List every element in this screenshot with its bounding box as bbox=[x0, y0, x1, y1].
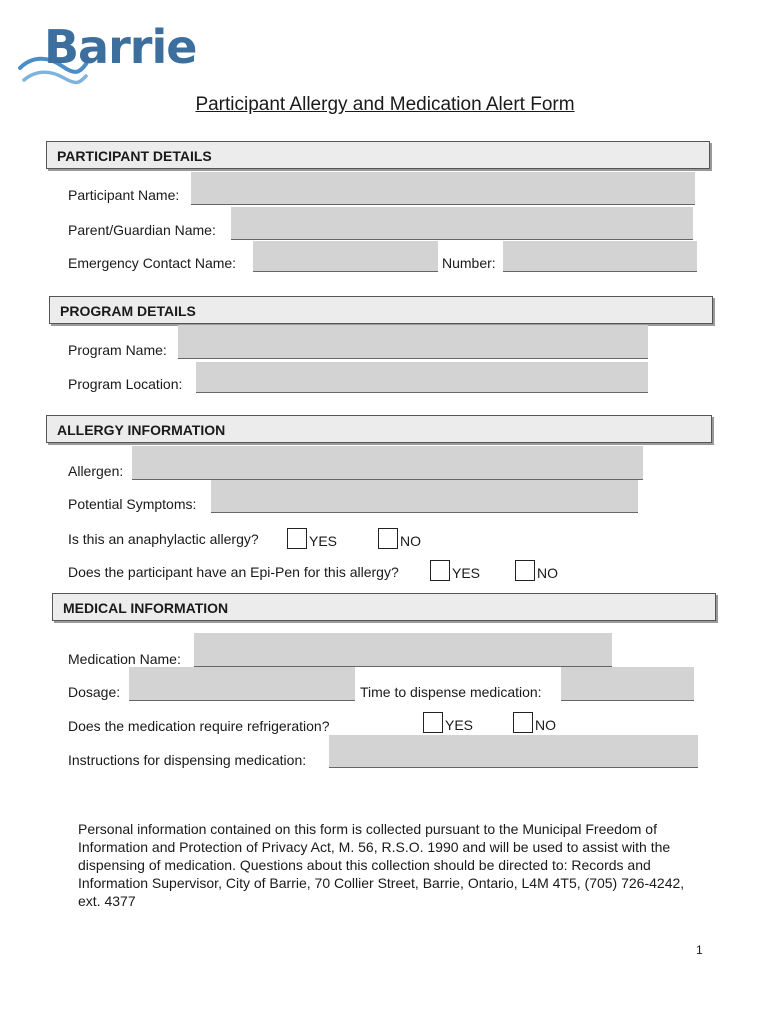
no-label: NO bbox=[400, 533, 421, 549]
refrigeration-question: Does the medication require refrigeration? bbox=[68, 718, 330, 734]
anaphylactic-yes-checkbox[interactable] bbox=[287, 528, 307, 549]
time-to-dispense-field[interactable] bbox=[561, 667, 694, 701]
form-title: Participant Allergy and Medication Alert Form bbox=[195, 94, 575, 115]
allergen-label: Allergen: bbox=[68, 463, 124, 479]
epipen-question: Does the participant have an Epi-Pen for this allergy? bbox=[68, 564, 399, 580]
emergency-contact-label: Emergency Contact Name: bbox=[68, 255, 237, 271]
refrigeration-no-option[interactable] bbox=[513, 712, 556, 733]
section-allergy-information: ALLERGY INFORMATION bbox=[46, 415, 712, 443]
anaphylactic-no-option[interactable] bbox=[378, 528, 421, 549]
program-name-field[interactable] bbox=[178, 325, 648, 359]
potential-symptoms-label: Potential Symptoms: bbox=[68, 496, 197, 512]
program-location-field[interactable] bbox=[196, 362, 648, 393]
refrigeration-no-checkbox[interactable] bbox=[513, 712, 533, 733]
participant-name-label: Participant Name: bbox=[68, 187, 180, 203]
anaphylactic-question: Is this an anaphylactic allergy? bbox=[68, 531, 259, 547]
no-label: NO bbox=[535, 717, 556, 733]
dosage-field[interactable] bbox=[129, 667, 355, 701]
no-label: NO bbox=[537, 565, 558, 581]
time-to-dispense-label: Time to dispense medication: bbox=[360, 684, 542, 700]
epipen-no-checkbox[interactable] bbox=[515, 560, 535, 581]
epipen-yes-checkbox[interactable] bbox=[430, 560, 450, 581]
epipen-no-option[interactable] bbox=[515, 560, 558, 581]
participant-name-field[interactable] bbox=[191, 172, 695, 205]
page-number: 1 bbox=[696, 943, 703, 957]
program-name-label: Program Name: bbox=[68, 342, 167, 358]
anaphylactic-yes-option[interactable] bbox=[287, 528, 337, 549]
parent-guardian-name-label: Parent/Guardian Name: bbox=[68, 222, 216, 238]
privacy-notice: Personal information contained on this form is collected pursuant to the Municipal Freedom of Information and Protection of Privacy Act, M. 56, R.S.O. 1990 and will be used to assist with the dispensing of medication. Questions about this collection should be directed to: Records and Information Supervisor, City of Barrie, 70 Collier Street, Barrie, Ontario, L4M 4T5, (705) 726-4242, ext. 4377 bbox=[78, 821, 685, 909]
epipen-yes-option[interactable] bbox=[430, 560, 480, 581]
instructions-field[interactable] bbox=[329, 735, 698, 768]
dosage-label: Dosage: bbox=[68, 684, 121, 700]
yes-label: YES bbox=[452, 565, 481, 581]
instructions-label: Instructions for dispensing medication: bbox=[68, 752, 307, 768]
emergency-contact-field[interactable] bbox=[253, 241, 438, 272]
yes-label: YES bbox=[309, 533, 338, 549]
barrie-logo bbox=[18, 20, 197, 92]
logo-text: Barrie bbox=[44, 20, 197, 74]
parent-guardian-name-field[interactable] bbox=[231, 207, 693, 240]
refrigeration-yes-option[interactable] bbox=[423, 712, 473, 733]
allergen-field[interactable] bbox=[132, 446, 643, 480]
medication-name-label: Medication Name: bbox=[68, 651, 181, 667]
program-location-label: Program Location: bbox=[68, 376, 183, 392]
number-label: Number: bbox=[442, 255, 496, 271]
section-medical-information: MEDICAL INFORMATION bbox=[52, 593, 716, 621]
medication-name-field[interactable] bbox=[194, 633, 612, 667]
anaphylactic-no-checkbox[interactable] bbox=[378, 528, 398, 549]
yes-label: YES bbox=[445, 717, 474, 733]
section-program-details: PROGRAM DETAILS bbox=[49, 296, 713, 324]
potential-symptoms-field[interactable] bbox=[211, 480, 638, 513]
section-participant-details: PARTICIPANT DETAILS bbox=[46, 141, 710, 169]
refrigeration-yes-checkbox[interactable] bbox=[423, 712, 443, 733]
contact-number-field[interactable] bbox=[503, 241, 697, 272]
